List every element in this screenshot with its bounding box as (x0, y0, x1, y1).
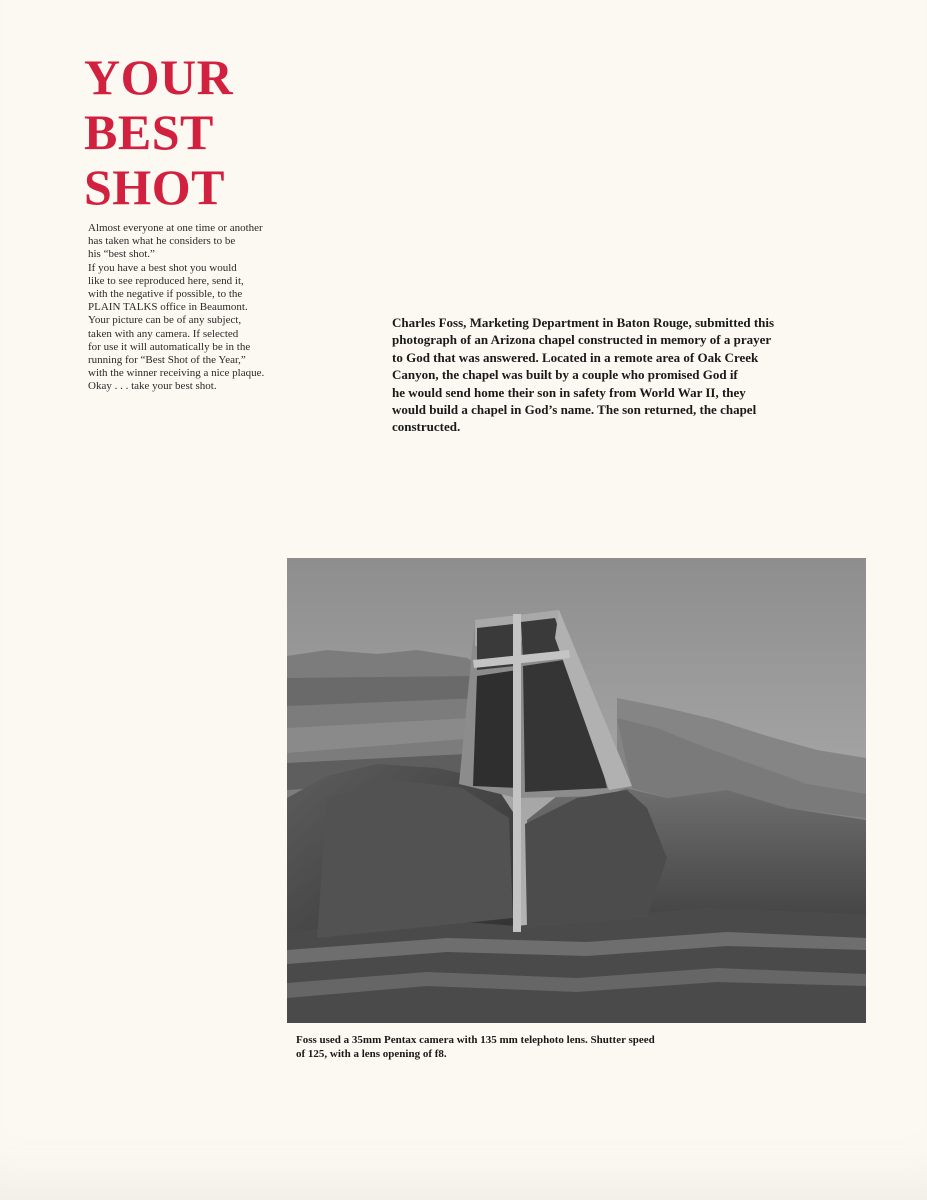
intro-line: PLAIN TALKS office in Beaumont. (88, 301, 248, 314)
intro-line: running for “Best Shot of the Year,” (88, 354, 246, 367)
intro-line: with the negative if possible, to the (88, 288, 243, 301)
intro-line: Okay . . . take your best shot. (88, 380, 217, 393)
title-line: YOUR (84, 49, 234, 105)
intro-line: for use it will automatically be in the (88, 340, 251, 353)
story-paragraph (392, 314, 832, 436)
caption-line: of 125, with a lens opening of f8. (296, 1047, 447, 1060)
story-line: to God that was answered. Located in a remote area of Oak Creek (392, 349, 759, 365)
intro-line: his “best shot.” (88, 248, 155, 261)
story-line: Charles Foss, Marketing Department in Baton Rouge, submitted this (392, 315, 775, 330)
story-line: Canyon, the chapel was built by a couple who promised God if (392, 367, 738, 383)
caption-line: Foss used a 35mm Pentax camera with 135 mm telephoto lens. Shutter speed (296, 1034, 655, 1046)
intro-line: has taken what he considers to be (88, 235, 236, 248)
intro-line: like to see reproduced here, send it, (88, 274, 244, 287)
title-line: BEST (84, 104, 214, 160)
intro-line: taken with any camera. If selected (88, 327, 239, 340)
story-line: he would send home their son in safety from World War II, they (392, 384, 746, 400)
intro-line: If you have a best shot you would (88, 261, 237, 274)
title-line: SHOT (84, 159, 225, 215)
page-title (84, 50, 233, 215)
story-line: constructed. (392, 419, 461, 435)
chapel-photo (287, 558, 866, 1023)
story-line: photograph of an Arizona chapel constructed in memory of a prayer (392, 332, 772, 348)
story-line: would build a chapel in God’s name. The son returned, the chapel (392, 402, 757, 418)
intro-line: Your picture can be of any subject, (88, 314, 242, 327)
photo-caption (296, 1034, 816, 1061)
intro-paragraph (88, 222, 318, 394)
intro-line: Almost everyone at one time or another (88, 222, 263, 234)
intro-line: with the winner receiving a nice plaque. (88, 367, 265, 380)
